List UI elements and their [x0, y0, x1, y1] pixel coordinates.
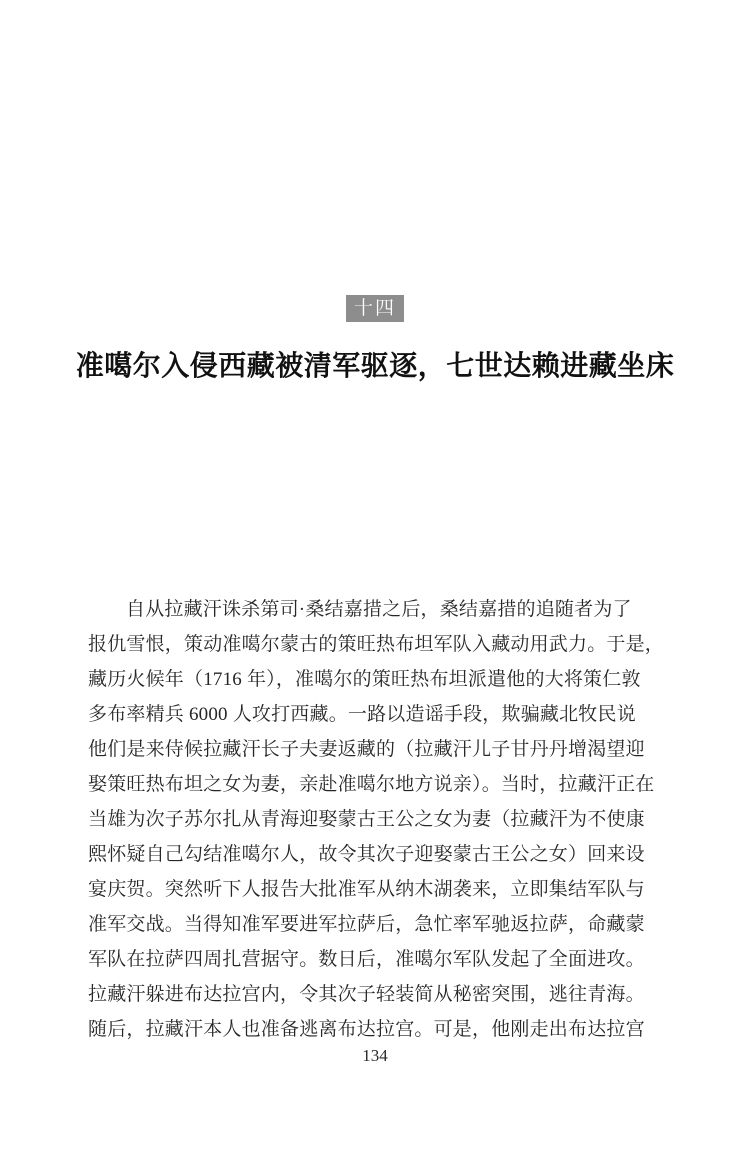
body-text-line: 宴庆贺。突然听下人报告大批准军从纳木湖袭来，立即集结军队与	[88, 879, 645, 900]
body-text-line: 藏历火候年（1716 年），准噶尔的策旺热布坦派遣他的大将策仁敦	[88, 669, 641, 690]
body-text-line: 熙怀疑自己勾结准噶尔人，故令其次子迎娶蒙古王公之女）回来设	[88, 844, 645, 865]
chapter-number-badge: 十四	[346, 295, 404, 322]
body-text-line: 军队在拉萨四周扎营据守。数日后，准噶尔军队发起了全面进攻。	[88, 949, 645, 970]
body-text-line: 报仇雪恨，策动准噶尔蒙古的策旺热布坦军队入藏动用武力。于是，	[88, 634, 665, 655]
body-text-line: 自从拉藏汗诛杀第司·桑结嘉措之后，桑结嘉措的追随者为了	[126, 599, 632, 620]
chapter-title: 准噶尔入侵西藏被清军驱逐，七世达赖进藏坐床	[75, 351, 675, 382]
body-text-line: 拉藏汗躲进布达拉宫内，令其次子轻装简从秘密突围，逃往青海。	[88, 984, 645, 1005]
body-text-line: 他们是来侍候拉藏汗长子夫妻返藏的（拉藏汗儿子甘丹丹增渴望迎	[88, 739, 645, 760]
body-text-line: 随后，拉藏汗本人也准备逃离布达拉宫。可是，他刚走出布达拉宫	[88, 1019, 645, 1040]
page-number: 134	[362, 1046, 388, 1065]
body-text-line: 当雄为次子苏尔扎从青海迎娶蒙古王公之女为妻（拉藏汗为不使康	[88, 809, 645, 830]
body-text-line: 多布率精兵 6000 人攻打西藏。一路以造谣手段，欺骗藏北牧民说	[88, 704, 636, 725]
body-text-line: 准军交战。当得知准军要进军拉萨后，急忙率军驰返拉萨，命藏蒙	[88, 914, 645, 935]
body-text-line: 娶策旺热布坦之女为妻，亲赴准噶尔地方说亲）。当时，拉藏汗正在	[88, 774, 655, 795]
body-paragraph	[88, 592, 664, 1047]
